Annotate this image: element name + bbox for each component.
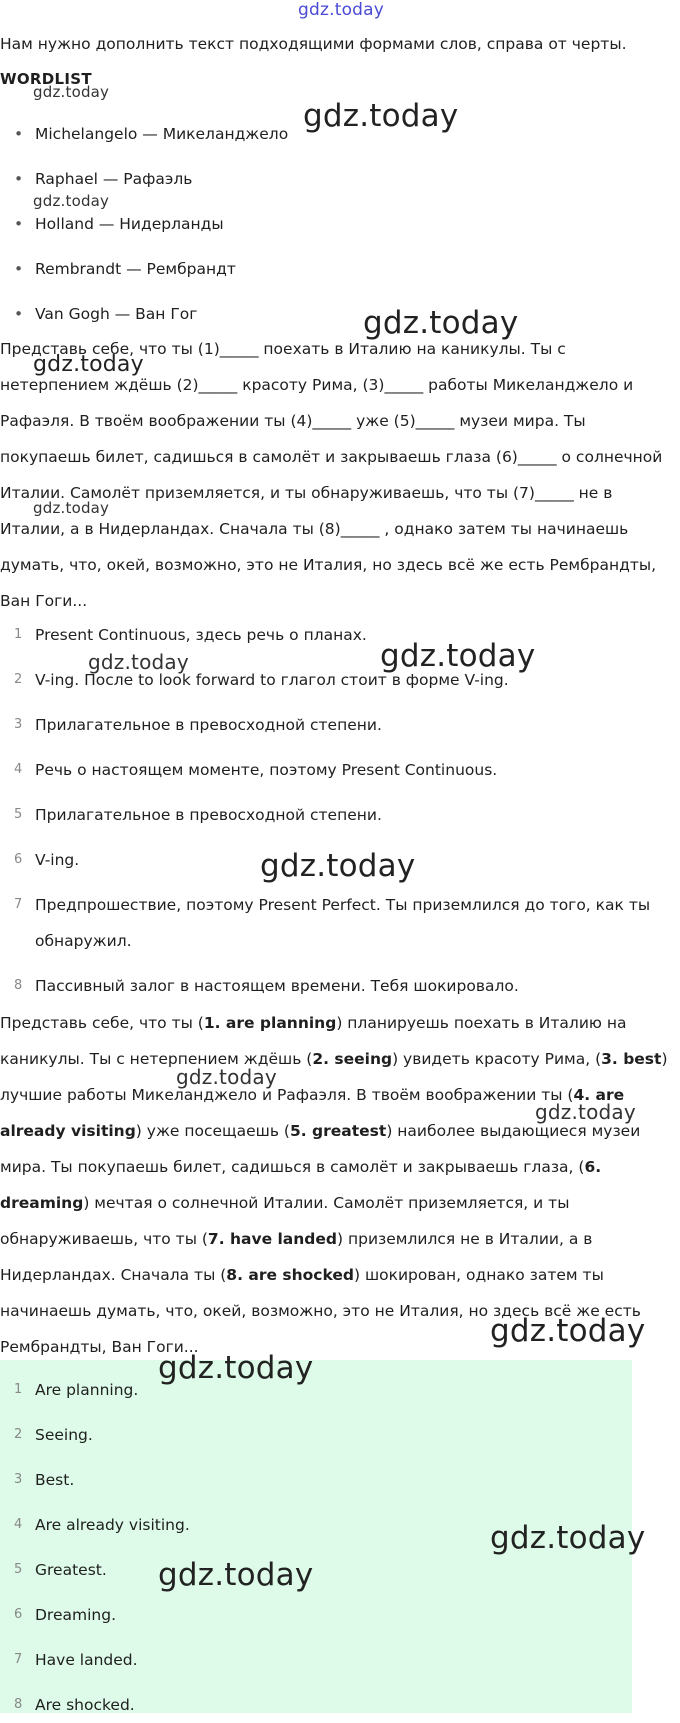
watermark: gdz.today	[303, 98, 459, 134]
filled-text: Представь себе, что ты (1. are planning) планируешь поехать в Италию на каникулы. Ты с нетерпением ждёшь (2. seeing) увидеть красоту Рима, (3. best) лучшие работы Микеланджело и Рафаэля. В твоём воображении ты (4. are already visiting) уже посещаешь (5. greatest) наиболее выдающиеся музеи мира. Ты покупаешь билет, садишься в самолёт и закрываешь глаза, (6. dreaming) мечтая о солнечной Италии. Самолёт приземляется, и ты обнаруживаешь, что ты (7. have landed) приземлился не в Италии, а в Нидерландах. Сначала ты (8. are shocked) шокирован, однако затем ты начинаешь думать, что, окей, возможно, это не Италия, но здесь всё же есть Рембрандты, Ван Гоги...	[0, 1014, 668, 1356]
bullet-icon: •	[14, 305, 24, 323]
task-text: Представь себе, что ты (1)_____ поехать в Италию на каникулы. Ты с нетерпением ждёшь (2)_____ красоту Рима, (3)_____ работы Микеланджело и Рафаэля. В твоём воображении ты (4)_____ уже (5)_____ музеи мира. Ты покупаешь билет, садишься в самолёт и закрываешь глаза (6)_____ о солнечной Италии. Самолёт приземляется, и ты обнаруживаешь, что ты (7)_____ не в Италии, а в Нидерландах. Сначала ты (8)_____ , однако затем ты начинаешь думать, что, окей, возможно, это не Италия, но здесь всё же есть Рембрандты, Ван Гоги...	[0, 340, 663, 610]
task-intro: Нам нужно дополнить текст подходящими формами слов, справа от черты.	[0, 35, 627, 53]
watermark: gdz.today	[33, 499, 110, 517]
watermark: gdz.today	[176, 1065, 277, 1089]
watermark: gdz.today	[33, 352, 144, 377]
watermark: gdz.today	[490, 1313, 646, 1349]
watermark: gdz.today	[33, 192, 110, 210]
watermark-top: gdz.today	[298, 0, 385, 20]
watermark: gdz.today	[380, 638, 536, 674]
watermark: gdz.today	[158, 1557, 314, 1593]
wordlist-title: WORDLIST	[0, 70, 92, 88]
watermark: gdz.today	[158, 1350, 314, 1386]
bullet-icon: •	[14, 125, 24, 143]
watermark: gdz.today	[88, 650, 189, 674]
watermark: gdz.today	[33, 83, 110, 101]
solution-page: gdz.today Нам нужно дополнить текст подходящими формами слов, справа от черты. WORDLIST gdz.today • Michelangelo — Микеланджело • Raphael — Рафаэль • Holland — Нидерланды • Rembrandt — Рембрандт • Van Gogh — Ван Гог gdz.today gdz.today gdz.today Представь себе, что ты (1)_____ поехать в Италию на каникулы. Ты с нетерпением ждёшь (2)_____ красоту Рима, (3)_____ работы Микеланджело и Рафаэля. В твоём воображении ты (4)_____ уже (5)_____ музеи мира. Ты покупаешь билет, садишься в самолёт и закрываешь глаза (6)_____ о солнечной Италии. Самолёт приземляется, и ты обнаруживаешь, что ты (7)_____ не в Италии, а в Нидерландах. Сначала ты (8)_____ , однако затем ты начинаешь думать, что, окей, возможно, это не Италия, но здесь всё же есть Рембрандты, Ван Гоги... gdz.today gdz.today 1 Present Continuous, здесь речь о планах. 2 V-ing. После to look forward to глагол стоит в форме V-ing. 3 Прилагательное в превосходной степени. 4 Речь о настоящем моменте, поэтому Present Continuous. 5 Прилагательное в превосходной степени. 6 V-ing. 7 Предпрошествие, поэтому Present Perfect. Ты приземлился до того, как ты обнаружил. 8 Пассивный залог в настоящем времени. Тебя шокировало. gdz.today gdz.today gdz.today Представь себе, что ты (1. are planning) планируешь поехать в Италию на каникулы. Ты с нетерпением ждёшь (2. seeing) увидеть красоту Рима, (3. best) лучшие работы Микеланджело и Рафаэля. В твоём воображении ты (4. are already visiting) уже посещаешь (5. greatest) наиболее выдающиеся музеи мира. Ты покупаешь билет, садишься в самолёт и закрываешь глаза, (6. dreaming) мечтая о солнечной Италии. Самолёт приземляется, и ты обнаруживаешь, что ты (7. have landed) приземлился не в Италии, а в Нидерландах. Сначала ты (8. are shocked) шокирован, однако затем ты начинаешь думать, что, окей, возможно, это не Италия, но здесь всё же есть Рембрандты, Ван Гоги... gdz.today gdz.today 1 Are planning. 2 Seeing. 3 Best. 4 Are already visiting. 5 Greatest. 6 Dreaming. 7 Have landed. 8 Are shocked. gdz.today gdz.today gdz.today gdz.today	[0, 0, 680, 1713]
answer-box: 1 Are planning. 2 Seeing. 3 Best. 4 Are already visiting. 5 Greatest. 6 Dreaming. 7 Have landed. 8 Are shocked.	[0, 1360, 632, 1713]
bullet-icon: •	[14, 170, 24, 188]
bullet-icon: •	[14, 215, 24, 233]
watermark: gdz.today	[490, 1520, 646, 1556]
watermark: gdz.today	[535, 1100, 636, 1124]
watermark: gdz.today	[260, 848, 416, 884]
bullet-icon: •	[14, 260, 24, 278]
watermark: gdz.today	[363, 305, 519, 341]
